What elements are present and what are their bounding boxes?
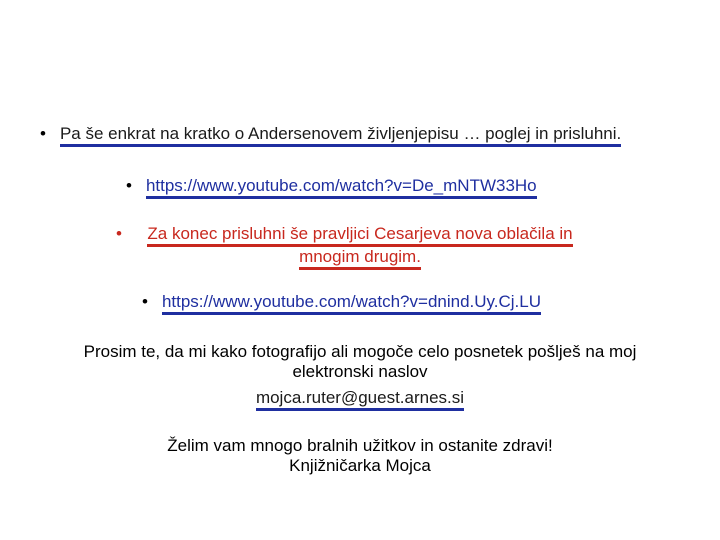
fairytale-text-line2: mnogim drugim. (299, 247, 421, 270)
request-line1: Prosim te, da mi kako fotografijo ali mogoče celo posnetek pošlješ na moj (83, 342, 637, 361)
request-paragraph (0, 342, 720, 408)
bullet-item-biography (40, 124, 621, 144)
closing-line1: Želim vam mnogo bralnih užitkov in ostanite zdravi! (167, 436, 553, 455)
bullet-item-link-2 (142, 292, 541, 312)
youtube-link-biography[interactable]: https://www.youtube.com/watch?v=De_mNTW33Ho (146, 176, 537, 199)
closing-paragraph (0, 436, 720, 476)
bullet-item-fairytale (110, 224, 610, 270)
bullet-marker: • (116, 224, 122, 243)
fairytale-text-line1: Za konec prisluhni še pravljici Cesarjeva nova oblačila in (147, 224, 572, 247)
bullet-marker: • (126, 176, 132, 195)
biography-text: Pa še enkrat na kratko o Andersenovem življenjepisu … poglej in prisluhni. (60, 124, 621, 147)
signature: Knjižničarka Mojca (289, 456, 431, 475)
request-line2: elektronski naslov (292, 362, 428, 381)
email-link[interactable]: mojca.ruter@guest.arnes.si (256, 388, 464, 411)
youtube-link-fairytale[interactable]: https://www.youtube.com/watch?v=dnind.Uy.Cj.LU (162, 292, 541, 315)
bullet-item-link-1 (126, 176, 537, 196)
bullet-marker: • (40, 124, 46, 143)
bullet-marker: • (142, 292, 148, 311)
